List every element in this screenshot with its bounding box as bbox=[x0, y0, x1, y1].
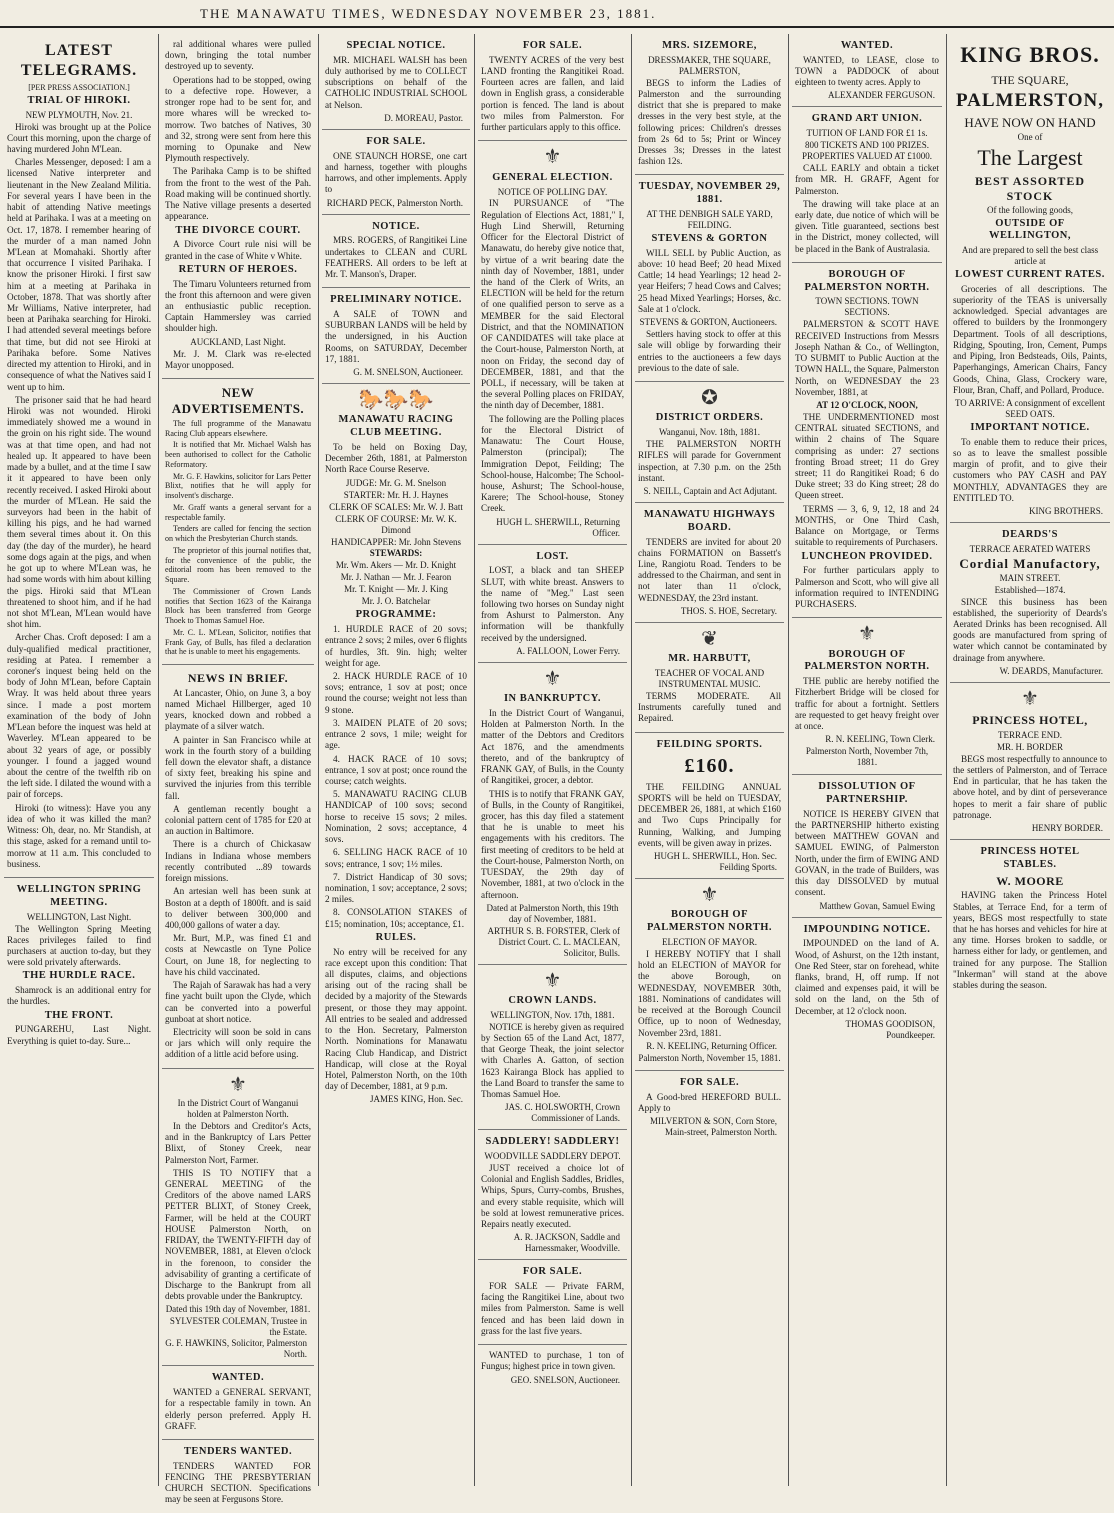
for-sale-signature: RICHARD PECK, Palmerston North. bbox=[326, 197, 463, 208]
deards-street: MAIN STREET. bbox=[999, 572, 1061, 583]
borough-heading: BOROUGH OF PALMERSTON NORTH. bbox=[646, 909, 772, 934]
feilding-sports-ad bbox=[635, 733, 784, 879]
sale-signature: STEVENS & GORTON, Auctioneers. bbox=[639, 317, 777, 328]
preliminary-notice-ad bbox=[322, 288, 470, 384]
fungus-wanted-ad bbox=[478, 1345, 627, 1390]
steward-row: Mr. T. Knight — Mr. J. King bbox=[344, 584, 448, 595]
bankruptcy-signature: ARTHUR S. B. FORSTER, Clerk of District Court. C. L. MACLEAN, Solicitor, Bulls. bbox=[487, 925, 620, 958]
dissolution-heading: DISSOLUTION OF PARTNERSHIP. bbox=[818, 781, 916, 805]
telegrams-section bbox=[4, 34, 154, 878]
notice-body: MRS. ROGERS, of Rangitikei Line undertakes to CLEAN and CURL FEATHERS. All orders to be left at Mr. T. Manson's, Draper. bbox=[325, 235, 467, 279]
polling-day-notice bbox=[478, 141, 627, 544]
lost-body: LOST, a black and tan SHEEP SLUT, with white breast. Answers to the name of "Meg." Last seen following two horses on Sunday night from Ashurst to Palmerston. Any information will be thankfully received by the undersigned. bbox=[481, 565, 624, 643]
princess-signature: HENRY BORDER. bbox=[1031, 823, 1103, 834]
special-body: MR. MICHAEL WALSH has been duly authorised by me to COLLECT subscriptions on behalf of the CATHOLIC INDUSTRIAL SCHOOL at Nelson. bbox=[325, 54, 467, 110]
brief-item: A gentleman recently bought a colonial pattern cent of 1785 for £20 at an auction in Baltimore. bbox=[165, 803, 311, 837]
special-signature: D. MOREAU, Pastor. bbox=[384, 112, 463, 123]
royal-crest-icon: ⚜ bbox=[543, 969, 562, 992]
hurdle-body: Shamrock is an additional entry for the hurdles. bbox=[7, 985, 151, 1007]
royal-crest-icon: ⚜ bbox=[858, 623, 876, 646]
fungus-signature: GEO. SNELSON, Auctioneer. bbox=[510, 1374, 620, 1385]
saddlery-ad bbox=[478, 1130, 627, 1260]
rules-signature: JAMES KING, Hon. Sec. bbox=[370, 1094, 463, 1105]
sale-note: Settlers having stock to offer at this sale will oblige by forwarding their entries to the auctioneers a few days previous to the date of sale. bbox=[638, 329, 781, 373]
king-bros-lowest: LOWEST CURRENT RATES. bbox=[955, 269, 1105, 281]
column-7 bbox=[950, 34, 1110, 1486]
spring-meeting-section bbox=[4, 878, 154, 1054]
deards-subheading: TERRACE AERATED WATERS bbox=[969, 543, 1091, 554]
moore-heading: W. MOORE bbox=[996, 873, 1064, 888]
steward-row: Mr. J. Nathan — Mr. J. Fearon bbox=[340, 572, 452, 583]
for-sale-heading: FOR SALE. bbox=[522, 40, 583, 51]
court-heading: In the District Court of Wanganui holden at Palmerston North. bbox=[177, 1098, 299, 1119]
brief-item: A painter in San Francisco while at work in the fourth story of a building fell down the elevator shaft, a distance of sixty feet, breaking his spine and survived the injuries from this terrible fall. bbox=[165, 734, 311, 801]
programme-item: 8. CONSOLATION STAKES of £15; nomination, 10s; acceptance, £1. bbox=[325, 907, 467, 929]
princess-subheading: TERRACE END. bbox=[998, 729, 1062, 740]
saddlery-subheading: WOODVILLE SADDLERY DEPOT. bbox=[484, 1151, 621, 1162]
column-rule bbox=[631, 34, 632, 1486]
royal-crest-icon: ⚜ bbox=[700, 884, 719, 907]
wanted-signature: ALEXANDER FERGUSON. bbox=[827, 90, 935, 101]
for-sale-heading: FOR SALE. bbox=[522, 1266, 583, 1278]
brief-item: The Rajah of Sarawak has had a very fine yacht built upon the Clyde, which can be converted into a powerful gunboat at short notice. bbox=[165, 980, 311, 1024]
paddock-wanted-ad bbox=[792, 34, 942, 107]
highways-signature: THOS. S. HOE, Secretary. bbox=[680, 605, 777, 616]
lost-heading: LOST. bbox=[536, 550, 569, 562]
brief-item: Mr. Burt, M.P., was fined £1 and costs at Newcastle on Tyne Police Court, on June 18, for neglecting to have his child vaccinated. bbox=[165, 933, 311, 977]
brief-item: At Lancaster, Ohio, on June 3, a boy named Michael Hillberger, aged 10 years, knocked down and robbed a playmate of a silver watch. bbox=[165, 687, 311, 732]
king-bros-square: THE SQUARE, bbox=[991, 72, 1069, 87]
dissolution-body: NOTICE IS HEREBY GIVEN that the PARTNERSHIP hitherto existing between MATTHEW GOVAN and SAMUEL EWING, of Palmerston North, under the firm of EWING AND GOVAN, in the trade of Builders, was this day DISSOLVED by mutual consent. bbox=[795, 808, 939, 898]
programme-heading: PROGRAMME: bbox=[355, 609, 437, 621]
highways-body: TENDERS are invited for about 20 chains FORMATION on Bassett's Line, Rangiotu Road. Tenders to be addressed to the Chairman, and sent in not later than 11 o'clock, WEDNESDAY, the 23rd instant. bbox=[638, 536, 781, 603]
column-1 bbox=[4, 34, 154, 1486]
saddlery-body: JUST received a choice lot of Colonial and English Saddles, Bridles, Whips, Spurs, Curry-combs, Brushes, and every stable requisite, which will be sold at lowest remunerative prices. Repairs neatly executed. bbox=[481, 1162, 624, 1230]
saddlery-signature: A. R. JACKSON, Saddle and Harnessmaker, Woodville. bbox=[513, 1232, 620, 1254]
king-bros-ad bbox=[950, 34, 1110, 523]
bridge-closure-ad bbox=[792, 618, 942, 775]
programme-item: 5. MANAWATU RACING CLUB HANDICAP of 100 sovs; second horse to receive 15 sovs; 2 miles. Nomination, 2 sovs; acceptance, 4 sovs. bbox=[325, 789, 467, 845]
divorce-heading: THE DIVORCE COURT. bbox=[175, 224, 301, 236]
article-paragraph: The Parihaka Camp is to be shifted from the front to the west of the Pah. Road making will be continued shortly. The Native village presents a deserted appearance. bbox=[165, 166, 311, 222]
new-ads-heading: NEW ADVERTISEMENTS. bbox=[171, 385, 305, 416]
mayor-signature: R. N. KEELING, Returning Officer. bbox=[646, 1040, 777, 1051]
racing-official: CLERK OF COURSE: Mr. W. K. Dimond bbox=[335, 513, 457, 535]
sections-heading: TOWN SECTIONS. TOWN SECTIONS. bbox=[815, 296, 919, 318]
programme-item: 2. HACK HURDLE RACE of 10 sovs; entrance, 1 sov at post; once round the course; weight not less than 9 stone. bbox=[325, 671, 467, 715]
feathers-notice-ad bbox=[322, 215, 470, 289]
dressmaker-body: BEGS to inform the Ladies of Palmerston and the surrounding district that she is prepared to make dresses in the very best style, at the following prices: Children's dresses from 2s 6d to 5s; Print or Wincey Dresses 3s; Dresses in the latest fashion 12s. bbox=[638, 77, 781, 167]
front-body: PUNGAREHU, Last Night. Everything is quiet to-day. Sure... bbox=[7, 1024, 151, 1046]
bankruptcy-date: Dated at Palmerston North, this 19th day of November, 1881. bbox=[486, 902, 619, 924]
racing-official: CLERK OF SCALES: Mr. W. J. Batt bbox=[329, 501, 463, 512]
parihaka-continued bbox=[162, 34, 314, 379]
new-ad-item: It is notified that Mr. Michael Walsh has been authorised to collect for the Catholic Reformatory. bbox=[165, 440, 311, 469]
farm-sale-ad bbox=[478, 1260, 627, 1345]
hurdle-heading: THE HURDLE RACE. bbox=[22, 970, 136, 982]
dressmaker-ad bbox=[635, 34, 784, 175]
king-bros-outside: OUTSIDE OF WELLINGTON, bbox=[988, 217, 1072, 242]
programme-item: 6. SELLING HACK RACE of 10 sovs; entrance, 1 sov; 1½ miles. bbox=[325, 847, 467, 869]
fungus-body: WANTED to purchase, 1 ton of Fungus; highest price in town given. bbox=[481, 1350, 624, 1372]
racing-club-ad bbox=[322, 384, 470, 1110]
bankruptcy-body: In the District Court of Wanganui, Holden at Palmerston North. In the matter of the Debtors and Creditors Act 1876, and the amendments thereto, and of the bankruptcy of FRANK GAY, of Bulls, in the County of Rangitikei, grocer, a debtor. bbox=[481, 708, 624, 786]
spring-heading: WELLINGTON SPRING MEETING. bbox=[16, 883, 142, 908]
moore-body: HAVING taken the Princess Hotel Stables, at Terrace End, for a term of years, BEGS most respectfully to state that he has horses and vehicles for hire at any time. Horses broken to saddle, or harness either for lady, or gentlemen, and trained for any purpose. The Stallion "Inkerman" will stand at the above stables during the season. bbox=[953, 890, 1107, 991]
heroes-heading: RETURN OF HEROES. bbox=[178, 263, 298, 275]
for-sale-heading: FOR SALE. bbox=[366, 135, 426, 147]
king-bros-one-of: One of bbox=[1017, 132, 1043, 143]
article-paragraph: Hiroki was brought up at the Police Court this morning, upon the charge of having murdered John M'Lean. bbox=[7, 121, 151, 154]
district-body: THE PALMERSTON NORTH RIFLES will parade for Government inspection, at 7.30 p.m. on the 25th instant. bbox=[638, 439, 781, 483]
auckland-body: Mr. J. M. Clark was re-elected Mayor unopposed. bbox=[165, 348, 311, 370]
court-solicitor: G. F. HAWKINS, Solicitor, Palmerston North. bbox=[165, 1338, 307, 1360]
union-call: CALL EARLY and obtain a ticket from MR. H. GRAFF, Agent for Palmerston. bbox=[795, 163, 939, 196]
sections-terms: TERMS — 3, 6, 9, 12, 18 and 24 MONTHS, or One Third Cash, Balance on Mortgage, or Terms suitable to requirements of Purchasers. bbox=[795, 503, 939, 548]
royal-crest-icon: ⚜ bbox=[1021, 687, 1039, 710]
article-paragraph: Archer Chas. Croft deposed: I am a duly-qualified medical practitioner, residing at Patea. I remember a coroner's inquest being held on the body of John M'Lean, before Captain Wray. It was held about three years since. I made a post mortem examination of the body of John M'Lean before the inquest was held at Waverley. M'Lean appeared to be about 32 years of age, or possibly younger. I found a jagged wound about the centre of the twelfth rib on the left side. I dilated the wound with a pair of forceps. bbox=[7, 632, 151, 800]
union-subheading: TUITION OF LAND FOR £1 1s. bbox=[806, 128, 928, 139]
district-date: Wanganui, Nov. 18th, 1881. bbox=[659, 427, 760, 438]
column-rule bbox=[474, 34, 475, 1486]
town-sections-ad bbox=[792, 263, 942, 618]
column-4 bbox=[478, 34, 627, 1486]
king-bros-largest: The Largest bbox=[977, 145, 1083, 171]
sale-date: TUESDAY, NOVEMBER 29, 1881. bbox=[638, 181, 781, 206]
harbutt-heading: MR. HARBUTT, bbox=[668, 653, 751, 665]
rules-heading: RULES. bbox=[375, 931, 417, 943]
racing-official: JUDGE: Mr. G. M. Snelson bbox=[345, 477, 447, 488]
programme-item: 7. District Handicap of 30 sovs; nomination, 1 sov; acceptance, 2 sovs; 2 miles. bbox=[325, 871, 467, 905]
spring-body: The Wellington Spring Meeting Races privileges failed to find purchasers at auction to-day, but they were sold privately afterwards. bbox=[7, 923, 151, 968]
spring-dateline: WELLINGTON, Last Night. bbox=[26, 911, 132, 922]
column-5 bbox=[635, 34, 784, 1486]
king-bros-important: IMPORTANT NOTICE. bbox=[970, 421, 1090, 433]
court-body: In the Debtors and Creditor's Acts, and in the Bankruptcy of Lars Petter Blixt, of Stoney Creek, near Palmerston Nort, Farmer. bbox=[165, 1120, 311, 1165]
column-6 bbox=[792, 34, 942, 1486]
deards-body: SINCE this business has been established, the superiority of Deards's Aerated Drinks has been recognised. All goods are manufactured from spring of water which cannot be contaminated by drainage from anywhere. bbox=[953, 596, 1107, 663]
deards-signature: W. DEARDS, Manufacturer. bbox=[999, 665, 1103, 676]
princess-body: BEGS most respectfully to announce to the settlers of Palmerston, and of Terrace End in particular, that he has taken the above hotel, and by dint of perseverance hopes to merit a fair share of public patronage. bbox=[953, 753, 1107, 820]
wanted-heading: WANTED. bbox=[840, 40, 894, 51]
bankruptcy-heading: IN BANKRUPTCY. bbox=[503, 693, 602, 705]
farm-sale-body: FOR SALE — Private FARM, facing the Rangitikei Line, about two miles from Palmerston. Same is well fenced and has been laid down in grass for the last five years. bbox=[481, 1281, 624, 1336]
new-ad-item: The full programme of the Manawatu Racing Club appears elsewhere. bbox=[165, 418, 311, 438]
sections-further: For further particulars apply to Palmerson and Scott, who will give all information required to INTENDING PURCHASERS. bbox=[795, 565, 939, 609]
highways-board-ad bbox=[635, 503, 784, 623]
election-heading: GENERAL ELECTION. bbox=[492, 171, 613, 183]
crown-body: NOTICE is hereby given as required by Section 65 of the Land Act, 1877, that George Theak, the joint selector with Charles A. Gatton, of section 1623 Kairanga Block has applied to the Land Board to transfer the same to Thomas Samuel Hoe. bbox=[481, 1021, 624, 1100]
brief-item: There is a church of Chickasaw Indians in Indiana whose members recently contributed ...89 towards foreign missions. bbox=[165, 839, 311, 884]
sports-signature: HUGH L. SHERWILL, Hon. Sec. Feilding Sports. bbox=[654, 851, 777, 873]
mayor-date: Palmerston North, November 15, 1881. bbox=[638, 1052, 781, 1063]
new-ad-item: The Commissioner of Crown Lands notifies that Section 1623 of the Kairanga Block has been transferred from George Thoek to Thomas Samuel Hoe. bbox=[165, 586, 311, 625]
blixt-bankruptcy-notice bbox=[162, 1069, 314, 1367]
prelim-heading: PRELIMINARY NOTICE. bbox=[330, 294, 462, 306]
crown-date: WELLINGTON, Nov. 17th, 1881. bbox=[490, 1009, 615, 1020]
dressmaker-heading: MRS. SIZEMORE, bbox=[662, 40, 757, 51]
district-signature: S. NEILL, Captain and Act Adjutant. bbox=[643, 486, 777, 496]
stables-ad bbox=[950, 840, 1110, 998]
column-rule bbox=[158, 34, 159, 1486]
brief-item: An artesian well has been sunk at Boston at a depth of 1800ft. and is said to deliver between 300,000 and 400,000 gallons of water a day. bbox=[165, 886, 311, 930]
new-ad-item: Mr. G. F. Hawkins, solicitor for Lars Petter Blixt, notifies that he will apply for insolvent's discharge. bbox=[165, 471, 311, 500]
for-sale-horse-ad bbox=[322, 130, 470, 215]
art-union-ad bbox=[792, 107, 942, 262]
king-bros-town: PALMERSTON, bbox=[955, 90, 1105, 112]
sports-heading: FEILDING SPORTS. bbox=[656, 738, 763, 750]
princess-hotel-ad bbox=[950, 683, 1110, 840]
district-orders-ad bbox=[635, 382, 784, 503]
racing-official: HANDICAPPER: Mr. John Stevens bbox=[330, 536, 461, 547]
new-advertisements bbox=[162, 379, 314, 665]
king-bros-important-body: To enable them to reduce their prices, so as to leave the smallest possible margin of profit, and to give their customers who PAY CASH and PAY MONTHLY, ADVANTAGES they are ENTITLED TO. bbox=[953, 436, 1107, 503]
king-bros-heading: KING BROS. bbox=[960, 42, 1100, 67]
news-in-brief bbox=[162, 665, 314, 1069]
harbutt-subheading: TEACHER OF VOCAL AND INSTRUMENTAL MUSIC. bbox=[654, 668, 765, 689]
prelim-body: A SALE of TOWN and SUBURBAN LANDS will be held by the undersigned, in his Auction Rooms, on SATURDAY, December 17, 1881. bbox=[325, 308, 467, 364]
special-heading: SPECIAL NOTICE. bbox=[346, 40, 446, 51]
brief-heading: NEWS IN BRIEF. bbox=[187, 671, 289, 685]
king-bros-goods: Groceries of all descriptions. The superiority of the TEAS is universally acknowledged. Special advantages are offered to builders by the Ironmongery Department. Tools of all descriptions, Ridging, Spouting, Iron, Cement, Pumps and Piping, Iron Bedsteads, Oils, Paints, Paperhangings, American Chairs, Fancy Goods, China, Glass, Crockery ware, Flour, Bran, Chaff, and Pollard, Produce. bbox=[953, 283, 1107, 395]
column-rule bbox=[788, 34, 789, 1486]
telegrams-heading: LATEST TELEGRAMS. bbox=[20, 42, 138, 79]
bull-sale-ad bbox=[635, 1071, 784, 1143]
new-ad-item: The proprietor of this journal notifies that, for the convenience of the public, the editorial room has been removed to the Square. bbox=[165, 545, 311, 584]
auckland-dateline: AUCKLAND, Last Night. bbox=[190, 336, 286, 347]
tenders-heading: TENDERS WANTED. bbox=[183, 1445, 293, 1457]
wanted-body: WANTED, to LEASE, close to TOWN a PADDOCK of about eighteen to twenty acres. Apply to bbox=[795, 54, 939, 88]
mayor-heading: ELECTION OF MAYOR. bbox=[662, 937, 757, 948]
programme-item: 4. HACK RACE of 10 sovs; entrance, 1 sov at post; once round the course; catch weights. bbox=[325, 753, 467, 786]
steward-row: Mr. Wm. Akers — Mr. D. Knight bbox=[335, 560, 457, 571]
highways-heading: MANAWATU HIGHWAYS BOARD. bbox=[643, 508, 776, 533]
dissolution-signature: Matthew Govan, Samuel Ewing bbox=[819, 900, 935, 911]
article-paragraph: Charles Messenger, deposed: I am a licensed Native interpreter and lieutenant in the New Zealand Militia. For several years I have been in the habit of attending Native meetings held at Parihaka. I was at a meeting on Oct. 17, 1878. I remember hearing of the murder of a man named John M'Lean at Momahaki. Shortly after that occurrence I visited Parihaka. I know the prisoner Hiroki. I first saw him at a meeting at Parihaka in October, 1878. That was shortly after Mr Williams, Native interpreter, had been at Parihaka searching for Hiroki. I had attended several meetings before that time, but did not see Hiroki at Parihaka before. Some Natives directed my attention to Hiroki, and in consequence of what the Natives said I went up to him. bbox=[7, 157, 151, 392]
sports-body: THE FEILDING ANNUAL SPORTS will be held on TUESDAY, DECEMBER 26, 1881, at which £160 and Two Cups Principally for Running, Walking, and Jumping events, will be given away in prizes. bbox=[638, 781, 781, 848]
stewards-heading: STEWARDS: bbox=[369, 548, 423, 559]
luncheon-note: LUNCHEON PROVIDED. bbox=[801, 550, 933, 562]
dressmaker-subheading: DRESSMAKER, THE SQUARE, PALMERSTON, bbox=[648, 54, 771, 76]
king-bros-sell: And are prepared to sell the best class article at bbox=[961, 245, 1099, 267]
polling-places: The following are the Polling places for the Electoral District of Manawatu: The Court House, Palmerston (principal); The Immigration Depot, Feilding; The School-house, Halcombe; The School-house, Ashurst; The School-house, Karere; The School-house, Stoney Creek. bbox=[481, 413, 624, 514]
impounding-ad bbox=[792, 918, 942, 1046]
volunteer-badge-icon: ✪ bbox=[701, 386, 718, 409]
stock-sale-ad bbox=[635, 175, 784, 381]
new-ad-item: Mr. C. L. M'Lean, Solicitor, notifies that Frank Gay, of Bulls, has filed a declaration that he is unable to meet his engagements. bbox=[165, 627, 311, 657]
king-bros-of: Of the following goods, bbox=[987, 204, 1073, 215]
tenders-ad bbox=[162, 1440, 314, 1513]
union-tickets: 800 TICKETS AND 100 PRIZES. PROPERTIES VALUED AT £1000. bbox=[802, 140, 932, 162]
for-sale-body: ONE STAUNCH HORSE, one cart and harness, together with ploughs harrows, and other implements. Apply to bbox=[325, 150, 467, 195]
trial-heading: TRIAL OF HIROKI. bbox=[27, 94, 131, 106]
crown-lands-notice bbox=[478, 965, 627, 1131]
article-paragraph: ral additional whares were pulled down, bringing the total number destroyed up to seventy. bbox=[165, 39, 311, 72]
article-paragraph: The prisoner said that he had heard Hiroki was not wounded. Hiroki immediately showed me a wound in the groin on his right side. The wound was at that time open, and had not healed up. It appeared to have been made by a bullet, and at the time I saw it it appeared to have been only recently received. I asked Hiroki about the murder of M'Lean. He said the surveyors had been in the habit of killing his pigs, and he had warned them several times about it. On this day (the day of the murder), he heard some dogs again at the pigs, and when he got up to where M'Lean was, he had some words with him about killing the pigs. Hiroki said that M'Lean threatened to shoot him, and if he had not shot M'Lean, M'Lean would have shot him. bbox=[7, 394, 151, 630]
princess-heading: PRINCESS HOTEL, bbox=[972, 713, 1088, 728]
mayor-body: I HEREBY NOTIFY that I shall hold an ELECTION of MAYOR for the above Borough, on WEDNESDAY, NOVEMBER 30th, 1881. Nominations of candidates will be received at the Borough Council Office, up to noon of Wednesday, November 23rd, 1881. bbox=[638, 949, 781, 1038]
for-sale-body: TWENTY ACRES of the very best LAND fronting the Rangitikei Road. Fourteen acres are fallen, and laid down in English grass, a considerable portion is fenced. The land is about two miles from Palmerston. For further particulars apply to this office. bbox=[481, 54, 624, 133]
union-note: The drawing will take place at an early date, due notice of which will be given. Title guaranteed, sections best in the District, money collected, will be placed in the Bank of Australasia. bbox=[795, 198, 939, 254]
rules-body: No entry will be received for any race except upon this condition: That all disputes, claims, and objections arising out of the racing shall be decided by a majority of the Stewards present, or those they may appoint. All entries to be sealed and addressed to the Hon. Secretary, Palmerston North. Nominations for Manawatu Racing Club Handicap, and District Handicap, will close at the Royal Hotel, Palmerston North, on the 10th day of December, 1881, at 9 p.m. bbox=[325, 946, 467, 1092]
deards-ad bbox=[950, 523, 1110, 683]
for-sale-land-ad bbox=[478, 34, 627, 141]
harbutt-body: TERMS MODERATE. All Instruments carefully tuned and Repaired. bbox=[638, 690, 781, 724]
sale-auctioneers: STEVENS & GORTON bbox=[651, 233, 768, 245]
column-rule bbox=[946, 34, 947, 1486]
programme-item: 1. HURDLE RACE of 20 sovs; entrance 2 sovs; 2 miles, over 6 flights of hurdles, 3ft. 9in. high; welter weight for age. bbox=[325, 624, 467, 668]
polling-signature: HUGH L. SHERWILL, Returning Officer. bbox=[496, 516, 620, 538]
new-ad-item: Mr. Graff wants a general servant for a respectable family. bbox=[165, 502, 311, 522]
court-date: Dated this 19th day of November, 1881. bbox=[165, 1304, 311, 1315]
racehorses-icon: 🐎🐎🐎 bbox=[358, 389, 434, 412]
royal-crest-icon: ⚜ bbox=[543, 667, 562, 690]
masthead bbox=[0, 0, 1114, 28]
column-2 bbox=[162, 34, 314, 1505]
polling-body: IN PURSUANCE of "The Regulation of Elections Act, 1881," I, Hugh Lind Sherwill, Returning Officer for the Electoral District of Manawatu, do hereby give notice that, by virtue of a writ bearing date the ninth day of November, 1881, under the hand of the Clerk of Writs, an ELECTION will be held for the return of one qualified person to serve as a MEMBER for the said Electoral District, and that the NOMINATION OF CANDIDATES will take place at the Court-house, Palmerston North, at noon on Friday, the second day of DECEMBER, 1881, and that the POLL, if necessary, will be taken at the several Polling places on FRIDAY, the ninth day of December, 1881. bbox=[481, 198, 624, 411]
wanted-body: WANTED a GENERAL SERVANT, for a respectable family in town. An elderly person preferred. Apply H. GRAFF. bbox=[165, 1387, 311, 1431]
dateline: NEW PLYMOUTH, Nov. 21. bbox=[25, 109, 133, 120]
sale-place: AT THE DENBIGH SALE YARD, FEILDING. bbox=[646, 209, 773, 231]
for-sale-heading: FOR SALE. bbox=[679, 1076, 740, 1088]
bull-sale-signature: MILVERTON & SON, Corn Store, Main-street, Palmerston North. bbox=[650, 1115, 777, 1137]
article-paragraph: Hiroki (to witness): Have you any idea of who it was killed the man? Witness: Oh, dear, no. Mr Standish, at this stage, asked for a remand until to-morrow at 11 a.m. This concluded to business. bbox=[7, 802, 151, 869]
polling-heading: NOTICE OF POLLING DAY. bbox=[497, 186, 608, 197]
royal-crest-icon: ⚜ bbox=[543, 146, 562, 169]
sports-prize-amount: £160. bbox=[684, 755, 735, 778]
district-heading: DISTRICT ORDERS. bbox=[655, 412, 764, 424]
tenders-body: TENDERS WANTED FOR FENCING THE PRESBYTERIAN CHURCH SECTION. Specifications may be seen at Fergusons Store. bbox=[165, 1460, 311, 1505]
stables-heading: PRINCESS HOTEL STABLES. bbox=[980, 846, 1080, 870]
programme-item: 3. MAIDEN PLATE of 20 sovs; entrance 2 sovs, 1 mile; weight for age. bbox=[325, 717, 467, 751]
sections-body: PALMERSTON & SCOTT HAVE RECEIVED Instructions from Messrs Joseph Nathan & Co., of Wellington, TO SUBMIT to Public Auction at the TOWN HALL, the Square, Palmerston North, on WEDNESDAY the 23 November, 1881, at bbox=[795, 319, 939, 397]
dissolution-ad bbox=[792, 775, 942, 917]
special-notice-ad bbox=[322, 34, 470, 130]
column-rule bbox=[318, 34, 319, 1486]
borough-heading: BOROUGH OF PALMERSTON NORTH. bbox=[804, 268, 930, 293]
deards-heading: DEARDS'S bbox=[1002, 529, 1058, 541]
bull-sale-body: A Good-bred HEREFORD BULL. Apply to bbox=[638, 1091, 781, 1113]
crown-signature: JAS. C. HOLSWORTH, Crown Commissioner of Lands. bbox=[505, 1102, 620, 1124]
racing-heading: MANAWATU RACING CLUB MEETING. bbox=[338, 414, 454, 439]
mayor-election-ad bbox=[635, 879, 784, 1071]
front-heading: THE FRONT. bbox=[44, 1009, 114, 1021]
column-3 bbox=[322, 34, 470, 1486]
king-bros-on-hand: HAVE NOW ON HAND bbox=[964, 114, 1096, 130]
press-credit: [PER PRESS ASSOCIATION.] bbox=[28, 83, 130, 93]
crown-heading: CROWN LANDS. bbox=[508, 994, 597, 1006]
ornament-icon: ❦ bbox=[701, 627, 718, 650]
racing-intro: To be held on Boxing Day, December 26th, 1881, at Palmerston North Race Course Reserve. bbox=[325, 442, 467, 475]
court-signature: SYLVESTER COLEMAN, Trustee in the Estate. bbox=[169, 1316, 307, 1338]
prelim-signature: G. M. SNELSON, Auctioneer. bbox=[353, 367, 463, 378]
borough-heading: BOROUGH OF PALMERSTON NORTH. bbox=[804, 648, 930, 673]
royal-crest-icon: ⚜ bbox=[229, 1073, 247, 1096]
wanted-heading: WANTED. bbox=[211, 1372, 265, 1384]
bridge-date: Palmerston North, November 7th, 1881. bbox=[805, 746, 929, 768]
princess-owner: MR. H. BORDER bbox=[996, 741, 1063, 752]
lost-signature: A. FALLOON, Lower Ferry. bbox=[516, 645, 620, 656]
king-bros-assorted: BEST ASSORTED STOCK bbox=[974, 174, 1086, 203]
music-teacher-ad bbox=[635, 623, 784, 733]
impound-signature: THOMAS GOODISON, Poundkeeper. bbox=[845, 1018, 935, 1040]
sections-time: AT 12 O'CLOCK, NOON, bbox=[816, 399, 918, 410]
racing-official: STARTER: Mr. H. J. Haynes bbox=[343, 489, 449, 500]
wanted-servant-ad bbox=[162, 1366, 314, 1440]
article-paragraph: Operations had to be stopped, owing to a defective rope. However, a stronger rope had to be sent for, and more whares will be wrecked to-morrow. Two batches of Natives, 30 and 32, strong were sent from here this morning to Opunake and New Plymouth respectively. bbox=[165, 74, 311, 164]
deards-established: Established—1874. bbox=[994, 584, 1066, 595]
heroes-body: The Timaru Volunteers returned from the front this afternoon and were given an enthusiastic public reception. Captain Hammersley was carried shoulder high. bbox=[165, 278, 311, 334]
lost-dog-ad bbox=[478, 545, 627, 663]
sale-body: WILL SELL by Public Auction, as above: 10 head Beef; 20 head Mixed Cattle; 14 head Yearlings; 12 head 2-year Heifers; 7 head Cows and Calves; 25 head Mixed Yearlings; Horses, &c. Sale at 1 o'clock. bbox=[638, 247, 781, 314]
bankruptcy-notice: THIS is to notify that FRANK GAY, of Bulls, in the County of Rangitikei, grocer, has this day filed a statement that he is unable to meet his engagements with his creditors. The first meeting of creditors to be held at the Court-house, Palmerston North, on TUESDAY, the 29th day of November, 1881, at two o'clock in the afternoon. bbox=[481, 788, 624, 900]
brief-item: Electricity will soon be sold in cans or jars which will only require the addition of a little acid before using. bbox=[165, 1026, 311, 1060]
impound-heading: IMPOUNDING NOTICE. bbox=[803, 923, 931, 935]
union-heading: GRAND ART UNION. bbox=[811, 113, 923, 125]
court-notice: THIS IS TO NOTIFY that a GENERAL MEETING of the Creditors of the above named LARS PETTER BLIXT, of Stoney Creek, Farmer, will be held at the COURT HOUSE Palmerston North, on FRIDAY, the TWENTY-FIFTH day of NOVEMBER, 1881, at Eleven o'clock in the forenoon, to consider the advisability of granting a certificate of Discharge to the Bankrupt from all debts provable under the Bankruptcy. bbox=[165, 1167, 311, 1302]
bridge-body: THE public are hereby notified the Fitzherbert Bridge will be closed for traffic for about a fortnight. Settlers are requested to get heavy freight over at once. bbox=[795, 676, 939, 732]
divorce-body: A Divorce Court rule nisi will be granted in the case of White v White. bbox=[165, 239, 311, 261]
gay-bankruptcy-notice bbox=[478, 663, 627, 965]
king-bros-signature: KING BROTHERS. bbox=[1028, 506, 1103, 517]
king-bros-arrive: TO ARRIVE: A consignment of excellent SEED OATS. bbox=[954, 398, 1106, 419]
new-ad-item: Tenders are called for fencing the section on which the Presbyterian Church stands. bbox=[165, 524, 311, 543]
sections-list: THE UNDERMENTIONED most CENTRAL situated SECTIONS, and within 2 chains of The Square comprising as under: 27 sections fronting Broad street; 11 do Grey street; 11 do Rangitikei Road; 6 do Duke street; 33 do King street; 28 do Queen street. bbox=[795, 411, 939, 501]
impound-body: IMPOUNDED on the land of A. Wood, of Ashurst, on the 12th instant, One Red Steer, star on forehead, white flanks, brand, H, off rump. If not claimed and expenses paid, it will be sold on the land, on the 5th of December, at 12 o'clock noon. bbox=[795, 938, 939, 1016]
deards-cordial: Cordial Manufactory, bbox=[959, 555, 1101, 571]
masthead-title: THE MANAWATU TIMES, WEDNESDAY NOVEMBER 23, 1881. bbox=[200, 6, 657, 21]
bridge-signature: R. N. KEELING, Town Clerk. bbox=[825, 734, 935, 745]
notice-heading: NOTICE. bbox=[372, 220, 420, 232]
steward-row: Mr. J. O. Batchelar bbox=[361, 596, 431, 607]
saddlery-heading: SADDLERY! SADDLERY! bbox=[485, 1136, 620, 1148]
